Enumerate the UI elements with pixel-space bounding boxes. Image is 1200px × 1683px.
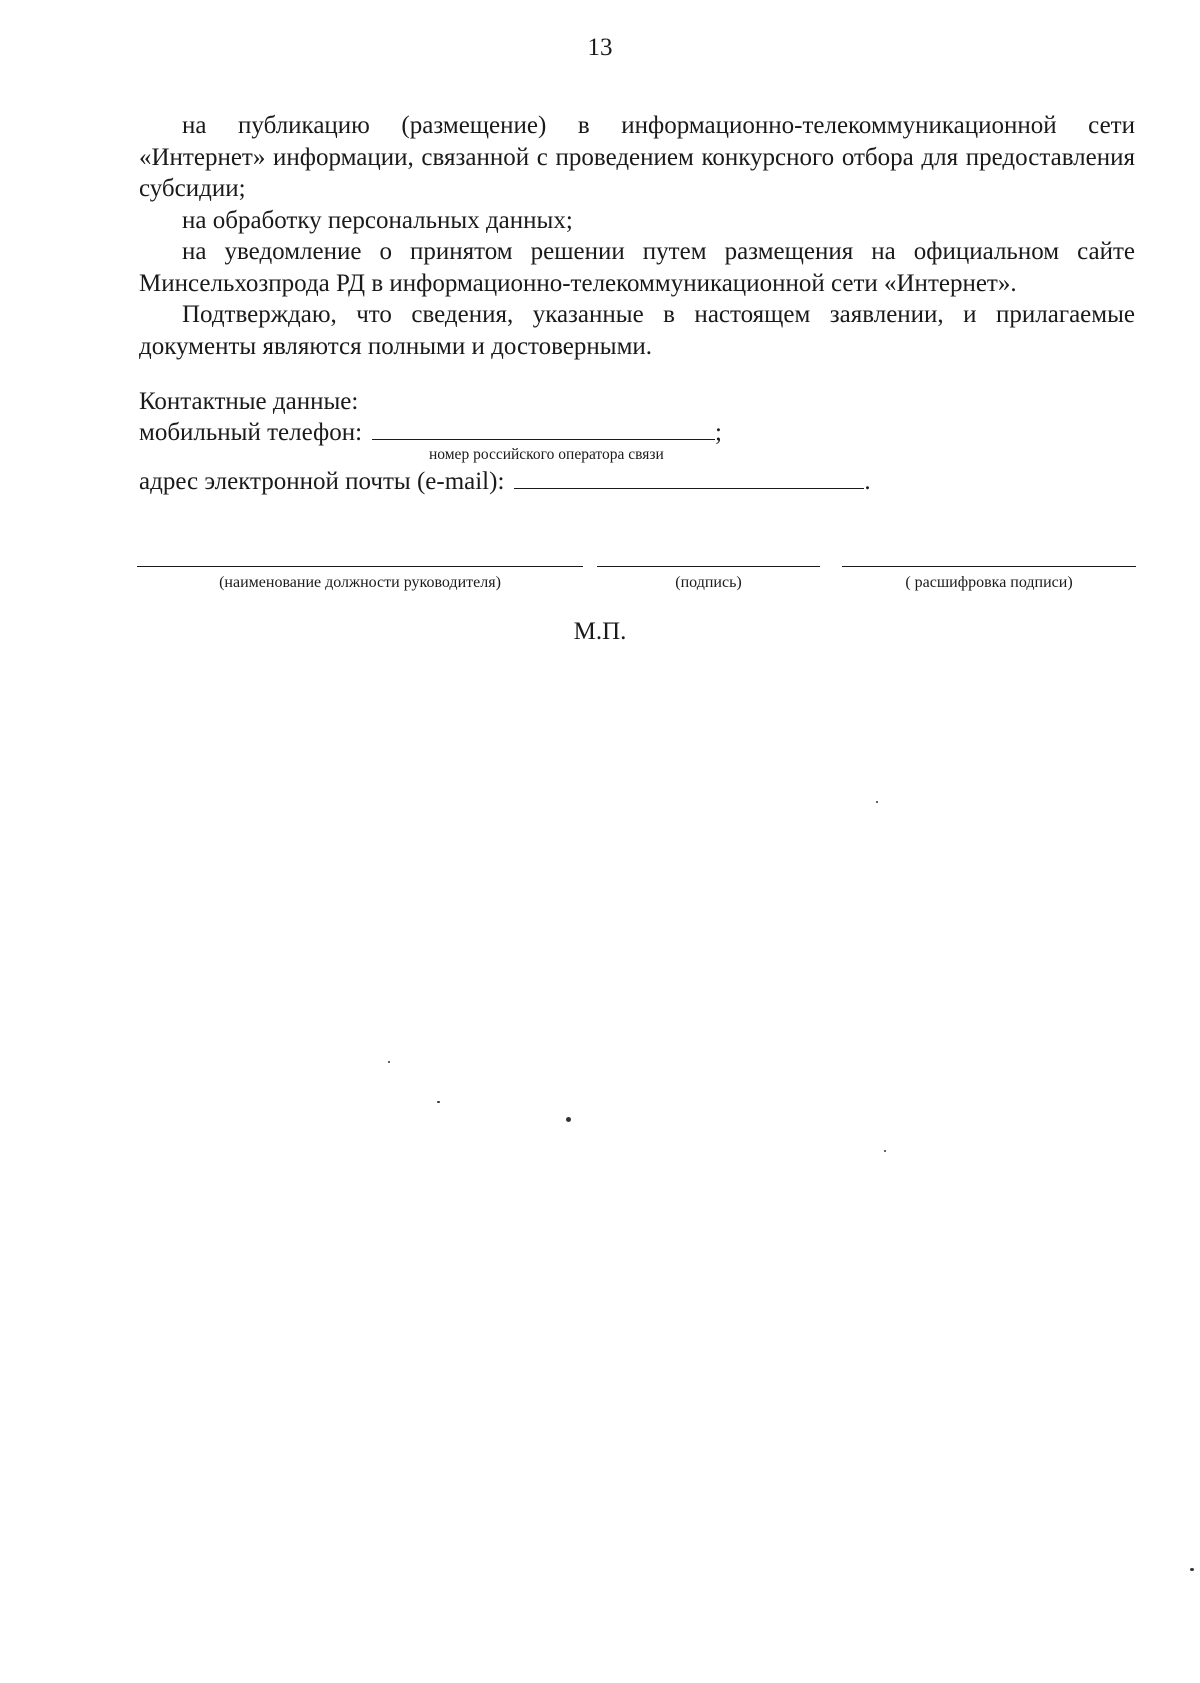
consent-paragraph-publication: на публикацию (размещение) в информационно-телекоммуникационной сети «Интернет» информации, связанной с проведением конкурсного отбора для предоставления субсидии; bbox=[139, 112, 1135, 202]
email-label: адрес электронной почты (e-mail): bbox=[139, 468, 505, 495]
email-row bbox=[139, 466, 1135, 497]
phone-terminator: ; bbox=[715, 419, 722, 446]
scan-speck bbox=[876, 801, 878, 803]
position-field[interactable] bbox=[137, 566, 583, 567]
phone-hint: номер российского оператора связи bbox=[429, 446, 664, 463]
page-number: 13 bbox=[587, 34, 613, 61]
signature-field[interactable] bbox=[597, 566, 820, 567]
scan-speck bbox=[566, 1117, 571, 1122]
consent-text bbox=[139, 110, 1135, 362]
scan-speck bbox=[884, 1150, 886, 1152]
scan-speck bbox=[1190, 1568, 1194, 1571]
signature-caption: (подпись) bbox=[675, 574, 742, 591]
scan-speck bbox=[388, 1061, 390, 1063]
phone-row bbox=[139, 417, 1135, 448]
consent-paragraph-personal-data: на обработку персональных данных; bbox=[182, 206, 573, 234]
confirmation-paragraph: Подтверждаю, что сведения, указанные в настоящем заявлении, и прилагаемые документы являются полными и достоверными. bbox=[139, 301, 1135, 360]
scan-speck bbox=[437, 1101, 440, 1103]
contacts-heading: Контактные данные: bbox=[139, 388, 359, 415]
signature-decode-caption: ( расшифровка подписи) bbox=[905, 574, 1073, 591]
phone-field[interactable] bbox=[372, 417, 715, 440]
email-terminator: . bbox=[864, 468, 871, 495]
phone-label: мобильный телефон: bbox=[139, 419, 363, 446]
email-field[interactable] bbox=[514, 466, 864, 489]
signature-decode-field[interactable] bbox=[842, 566, 1136, 567]
consent-paragraph-notification: на уведомление о принятом решении путем размещения на официальном сайте Минсельхозпрода РД в информационно-телекоммуникационной сети «Интернет». bbox=[139, 238, 1135, 297]
position-caption: (наименование должности руководителя) bbox=[219, 574, 501, 591]
contact-details bbox=[139, 386, 1135, 497]
stamp-place: М.П. bbox=[573, 618, 627, 645]
